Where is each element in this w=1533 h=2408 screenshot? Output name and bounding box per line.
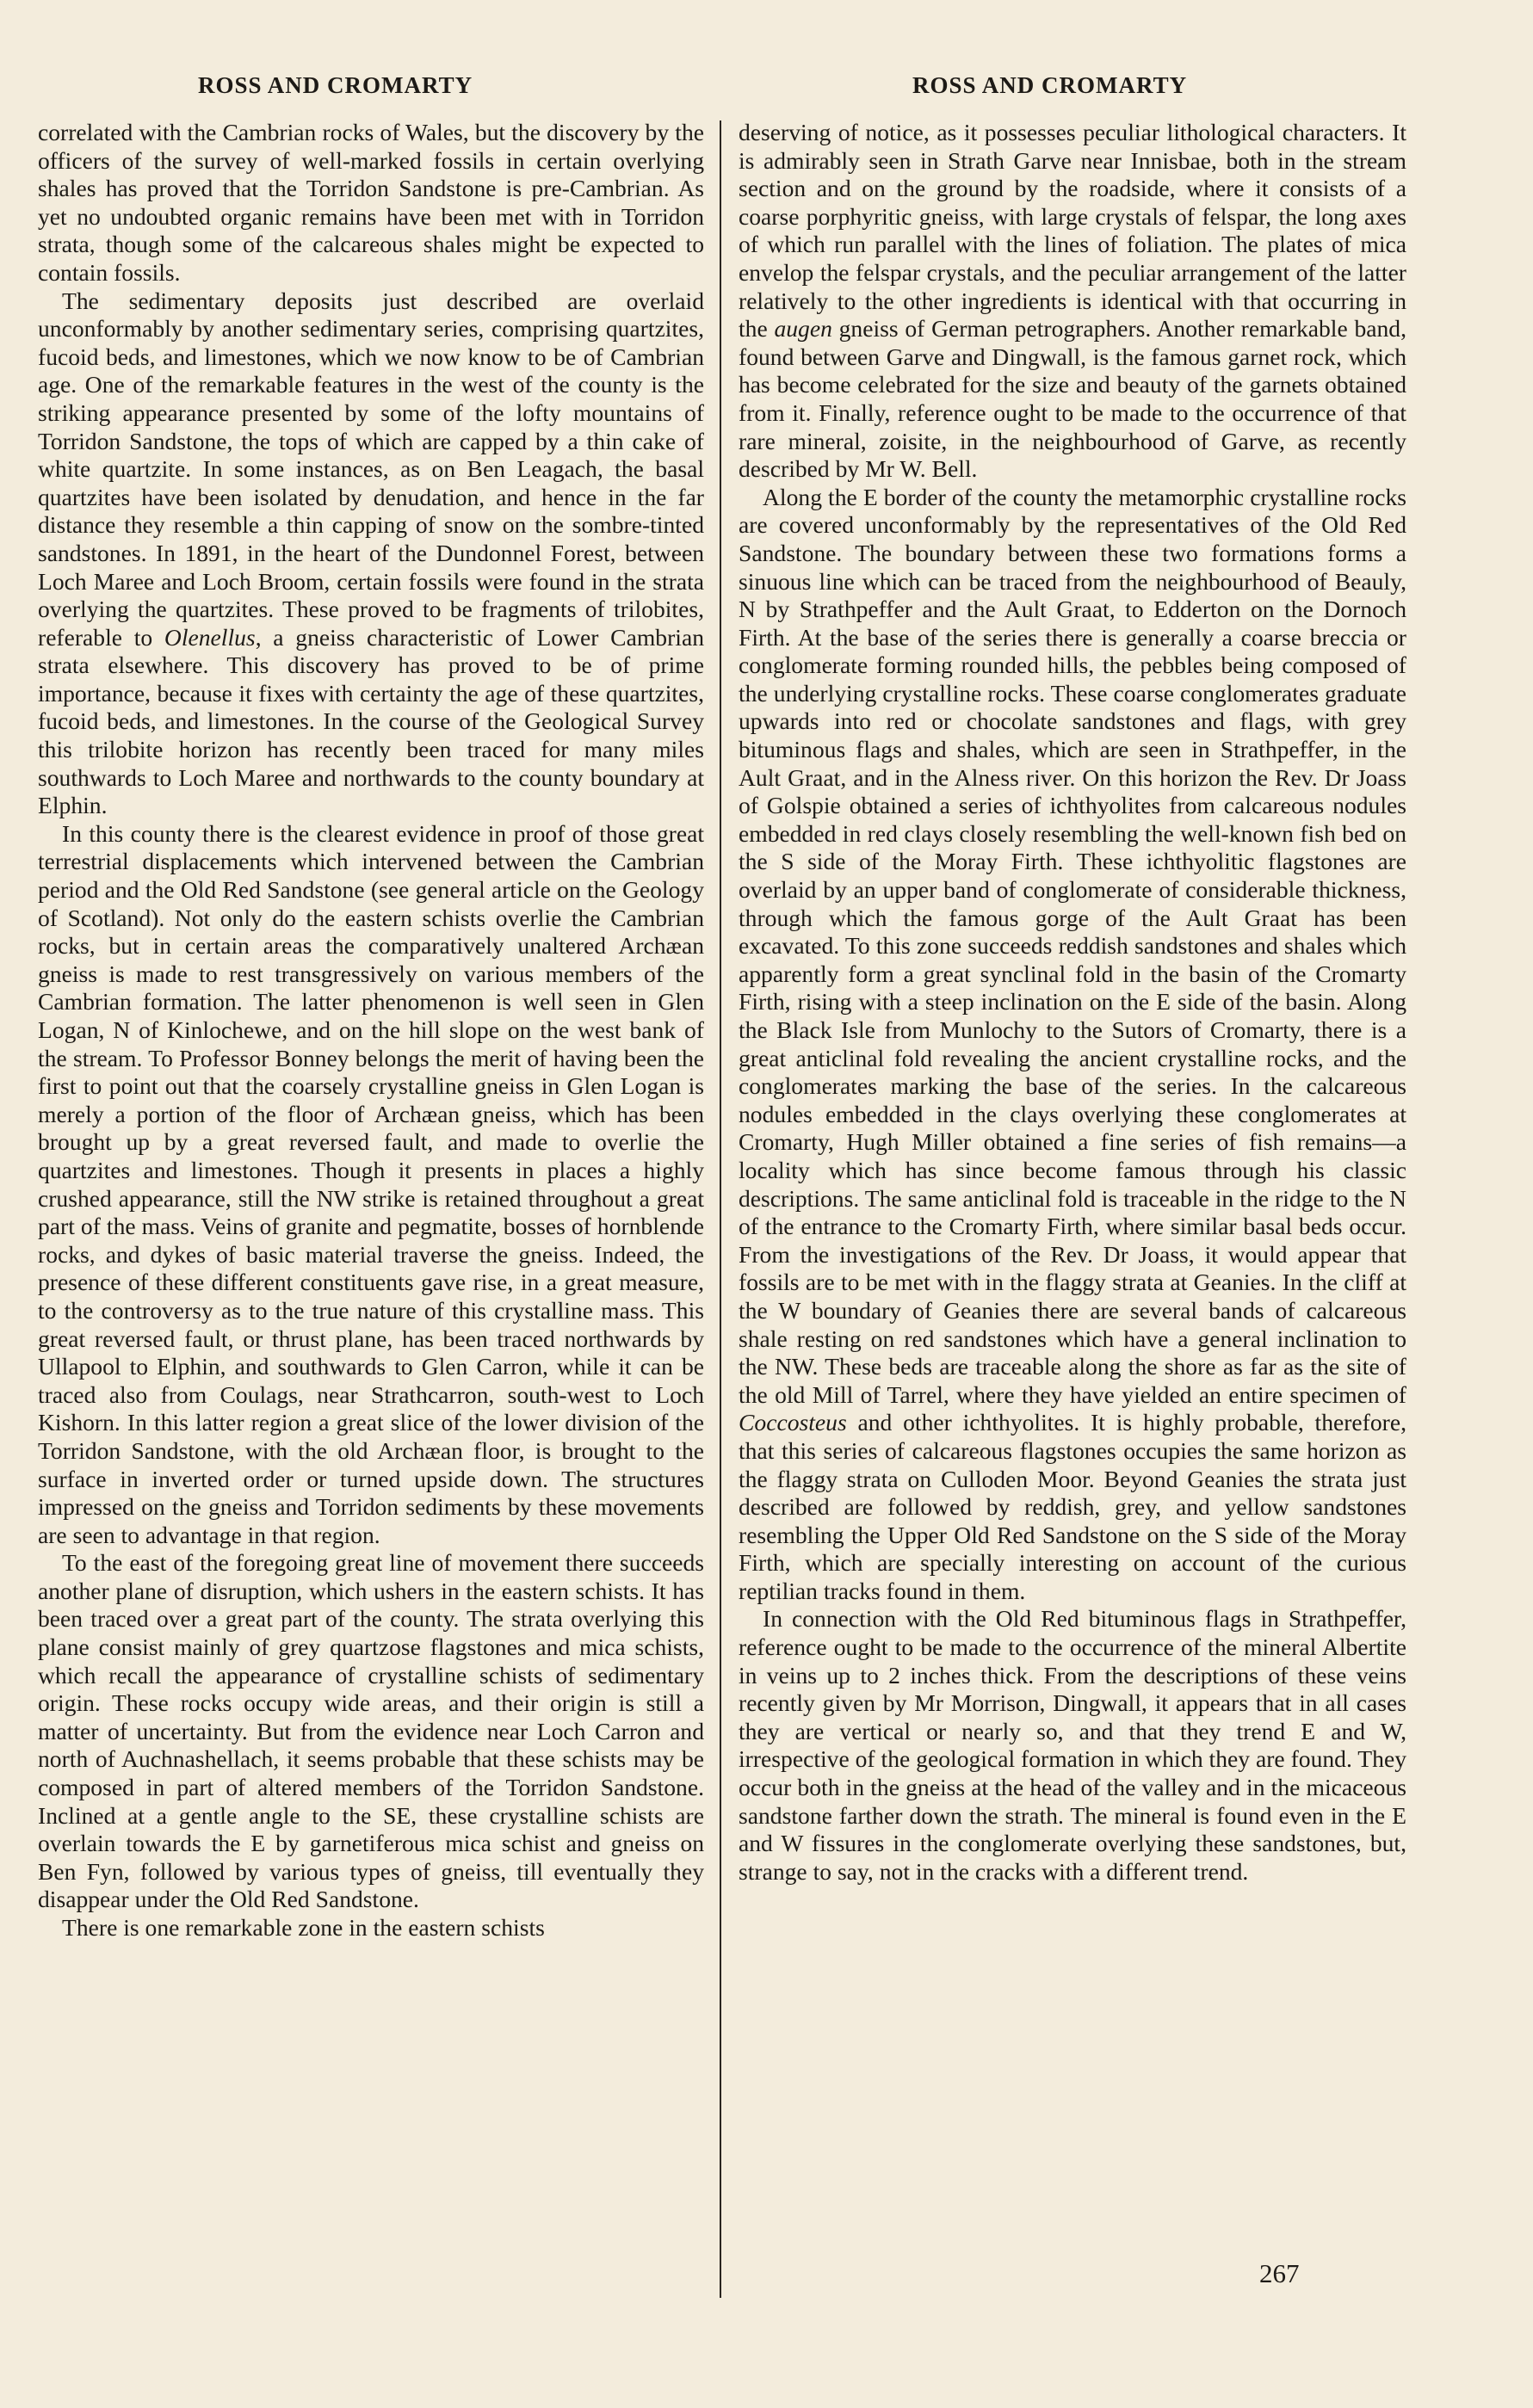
paragraph: Along the E border of the county the metamorphic crystalline rocks are covered unconformably by the representatives of the Old Red Sandstone. The boundary between these two formations forms a sinuous line which can be traced from the neighbourhood of Beauly, N by Strathpeffer and the Ault Graat, to Edderton on the Dornoch Firth. At the base of the series there is generally a coarse breccia or conglomerate forming rounded hills, the pebbles being composed of the underlying crystalline rocks. These coarse conglomerates graduate upwards into red or chocolate sandstones and flags, with grey bituminous flags and shales, which are seen in Strathpeffer, in the Ault Graat, and in the Alness river. On this horizon the Rev. Dr Joass of Golspie obtained a series of ichthyolites from calcareous nodules embedded in red clays closely resembling the well-known fish bed on the S side of the Moray Firth. These ichthyolitic flagstones are overlaid by an upper band of conglomerate of considerable thickness, through which the famous gorge of the Ault Graat has been excavated. To this zone succeeds reddish sandstones and shales which apparently form a great synclinal fold in the basin of the Cromarty Firth, rising with a steep inclination on the E side of the basin. Along the Black Isle from Munlochy to the Sutors of Cromarty, there is a great anticlinal fold revealing the ancient crystalline rocks, and the conglomerates marking the base of the series. In the calcareous nodules embedded in the clays overlying these conglomerates at Cromarty, Hugh Miller obtained a fine series of fish remains—a locality which has since become famous through his classic descriptions. The same anticlinal fold is traceable in the ridge to the N of the entrance to the Cromarty Firth, where similar basal beds occur. From the investigations of the Rev. Dr Joass, it would appear that fossils are to be met with in the flaggy strata at Geanies. In the cliff at the W boundary of Geanies there are several bands of calcareous shale resting on red sandstones which have a general inclination to the NW. These beds are traceable along the shore as far as the site of the old Mill of Tarrel, where they have yielded an entire specimen of Coccosteus and other ichthyolites. It is highly probable, therefore, that this series of calcareous flagstones occupies the same horizon as the flaggy strata on Culloden Moor. Beyond Geanies the strata just described are followed by reddish, grey, and yellow sandstones resembling the Upper Old Red Sandstone on the S side of the Moray Firth, which are specially interesting on account of the curious reptilian tracks found in them. <box>739 483 1406 1604</box>
italic-term: Coccosteus <box>739 1409 847 1436</box>
paragraph: deserving of notice, as it possesses peculiar lithological characters. It is admirably seen in Strath Garve near Innisbae, both in the stream section and on the ground by the roadside, where it consists of a coarse porphyritic gneiss, with large crystals of felspar, the long axes of which run parallel with the lines of foliation. The plates of mica envelop the felspar crystals, and the peculiar arrangement of the latter relatively to the other ingredients is identical with that occurring in the augen gneiss of German petrographers. Another remarkable band, found between Garve and Dingwall, is the famous garnet rock, which has become celebrated for the size and beauty of the garnets obtained from it. Finally, reference ought to be made to the occurrence of that rare mineral, zoisite, in the neighbourhood of Garve, as recently described by Mr W. Bell. <box>739 119 1406 483</box>
page-number: 267 <box>1259 2258 1300 2288</box>
left-column <box>38 119 704 1942</box>
paragraph: correlated with the Cambrian rocks of Wales, but the discovery by the officers of the survey of well-marked fossils in certain overlying shales has proved that the Torridon Sandstone is pre-Cambrian. As yet no undoubted organic remains have been met with in Torridon strata, though some of the calcareous shales might be expected to contain fossils. <box>38 119 704 286</box>
paragraph: There is one remarkable zone in the eastern schists <box>62 1914 545 1941</box>
running-header-right: ROSS AND CROMARTY <box>912 72 1188 98</box>
right-column <box>739 119 1406 1886</box>
paragraph: In connection with the Old Red bituminous flags in Strathpeffer, reference ought to be made to the occurrence of the mineral Albertite in veins up to 2 inches thick. From the descriptions of these veins recently given by Mr Morrison, Dingwall, it appears that in all cases they are vertical or nearly so, and that they trend E and W, irrespective of the geological formation in which they are found. They occur both in the gneiss at the head of the valley and in the micaceous sandstone farther down the strath. The mineral is found even in the E and W fissures in the conglomerate overlying these sandstones, but, strange to say, not in the cracks with a different trend. <box>739 1605 1406 1885</box>
paragraph: In this county there is the clearest evidence in proof of those great terrestrial displacements which intervened between the Cambrian period and the Old Red Sandstone (see general article on the Geology of Scotland). Not only do the eastern schists overlie the Cambrian rocks, but in certain areas the comparatively unaltered Archæan gneiss is made to rest transgressively on various members of the Cambrian formation. The latter phenomenon is well seen in Glen Logan, N of Kinlochewe, and on the hill slope on the west bank of the stream. To Professor Bonney belongs the merit of having been the first to point out that the coarsely crystalline gneiss in Glen Logan is merely a portion of the floor of Archæan gneiss, which has been brought up by a great reversed fault, and made to overlie the quartzites and limestones. Though it presents in places a highly crushed appearance, still the NW strike is retained throughout a great part of the mass. Veins of granite and pegmatite, bosses of hornblende rocks, and dykes of basic material traverse the gneiss. Indeed, the presence of these different constituents gave rise, in a great measure, to the controversy as to the true nature of this crystalline mass. This great reversed fault, or thrust plane, has been traced northwards by Ullapool to Elphin, and southwards to Glen Carron, while it can be traced also from Coulags, near Strathcarron, south-west to Loch Kishorn. In this latter region a great slice of the lower division of the Torridon Sandstone, with the old Archæan floor, is brought to the surface in inverted order or turned upside down. The structures impressed on the gneiss and Torridon sediments by these movements are seen to advantage in that region. <box>38 819 704 1548</box>
italic-term: Olenellus <box>164 623 256 651</box>
running-header-left: ROSS AND CROMARTY <box>198 72 473 98</box>
italic-term: augen <box>774 315 832 343</box>
paragraph: The sedimentary deposits just described are overlaid unconformably by another sedimentary series, comprising quartzites, fucoid beds, and limestones, which we now know to be of Cambrian age. One of the remarkable features in the west of the county is the striking appearance presented by some of the lofty mountains of Torridon Sandstone, the tops of which are capped by a thin cake of white quartzite. In some instances, as on Ben Leagach, the basal quartzites have been isolated by denudation, and hence in the far distance they resemble a thin capping of snow on the sombre-tinted sandstones. In 1891, in the heart of the Dundonnel Forest, between Loch Maree and Loch Broom, certain fossils were found in the strata overlying the quartzites. These proved to be fragments of trilobites, referable to Olenellus, a gneiss characteristic of Lower Cambrian strata elsewhere. This discovery has proved to be of prime importance, because it fixes with certainty the age of these quartzites, fucoid beds, and limestones. In the course of the Geological Survey this trilobite horizon has recently been traced for many miles southwards to Loch Maree and northwards to the county boundary at Elphin. <box>38 287 704 819</box>
column-divider <box>720 120 721 2298</box>
paragraph: To the east of the foregoing great line of movement there succeeds another plane of disruption, which ushers in the eastern schists. It has been traced over a great part of the county. The strata overlying this plane consist mainly of grey quartzose flagstones and mica schists, which recall the appearance of crystalline schists of sedimentary origin. These rocks occupy wide areas, and their origin is still a matter of uncertainty. But from the evidence near Loch Carron and north of Auchnashellach, it seems probable that these schists may be composed in part of altered members of the Torridon Sandstone. Inclined at a gentle angle to the SE, these crystalline schists are overlain towards the E by garnetiferous mica schist and gneiss on Ben Fyn, followed by various types of gneiss, till eventually they disappear under the Old Red Sandstone. <box>38 1549 704 1913</box>
